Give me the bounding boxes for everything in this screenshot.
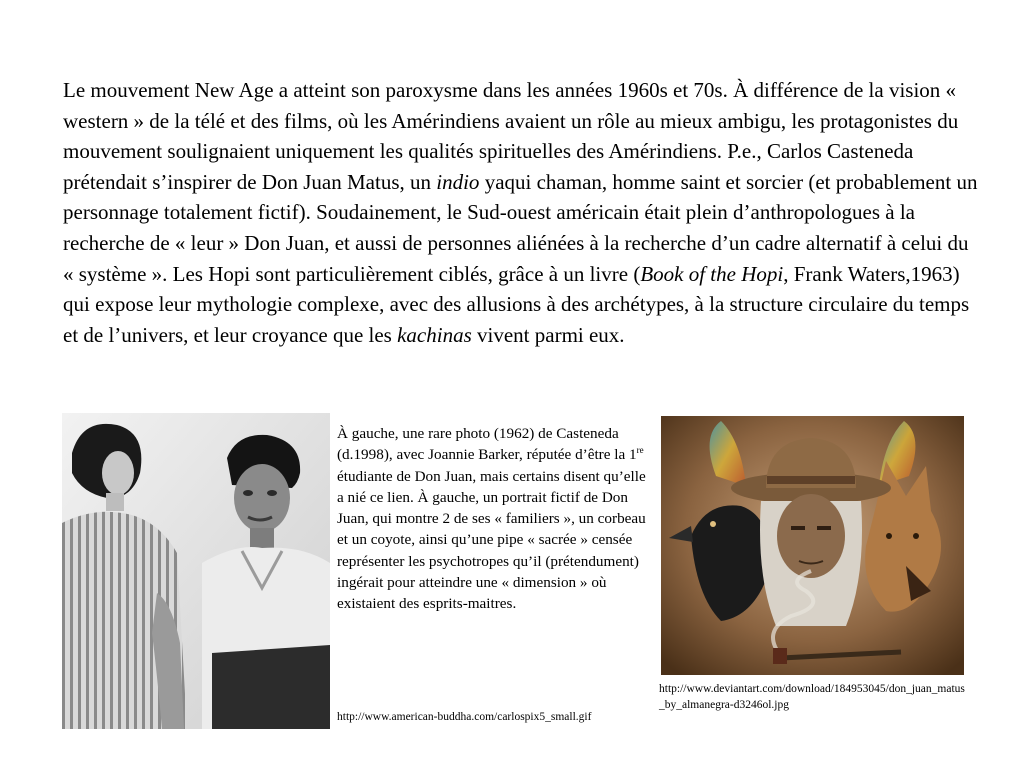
photo-caption [337,423,649,615]
main-text-part-2: yaqui chaman, homme saint et sorcier (et probablement un personnage totalement fictif). Soudainement, le Sud-ouest américain était plein d’anthropologues à la recherche de « leur » Don Juan, et aussi de personnes aliénées à la recherche d’un cadre alternatif à celui du « système ». Les Hopi sont particulièrement ciblés, grâce à un livre ( [63,169,978,286]
casteneda-photo [62,413,330,729]
main-paragraph [63,75,978,350]
kachinas-italic: kachinas [397,322,472,347]
main-text-part-3: , Frank Waters,1963) qui expose leur mythologie complexe, avec des allusions à des archétypes, à la structure circulaire du temps et de l’univers, et leur croyance que les [63,261,970,347]
indio-italic: indio [436,169,480,194]
right-image-source-url[interactable]: http://www.deviantart.com/download/184953045/don_juan_matus_by_almanegra-d3246ol.jpg [659,683,965,711]
caption-part-1: À gauche, une rare photo (1962) de Casteneda (d.1998), avec Joannie Barker, réputée d’être la 1 [337,425,637,464]
left-image-source-url[interactable]: http://www.american-buddha.com/carlospix5_small.gif [337,711,592,723]
caption-part-2: étudiante de Don Juan, mais certains disent qu’elle a nié ce lien. À gauche, un portrait fictif de Don Juan, qui montre 2 de ses « familiers », un corbeau et un coyote, ainsi qu’une pipe « sacrée » censée représenter les psychotropes qu’il (prétendument) ingérait pour atteindre une « dimension » où existaient des esprits-maitres. [337,467,646,613]
book-title-italic: Book of the Hopi [640,261,784,286]
caption-superscript: re [636,445,644,456]
main-text-part-1: Le mouvement New Age a atteint son paroxysme dans les années 1960s et 70s. À différence de la vision « western » de la télé et des films, où les Amérindiens avaient un rôle au mieux ambigu, les protagonistes du mouvement soulignaient uniquement les qualités spirituelles des Amérindiens. P.e., Carlos Casteneda prétendait s’inspirer de Don Juan Matus, un [63,78,959,194]
don-juan-painting [661,416,964,675]
main-text-part-4: vivent parmi eux. [471,322,625,347]
